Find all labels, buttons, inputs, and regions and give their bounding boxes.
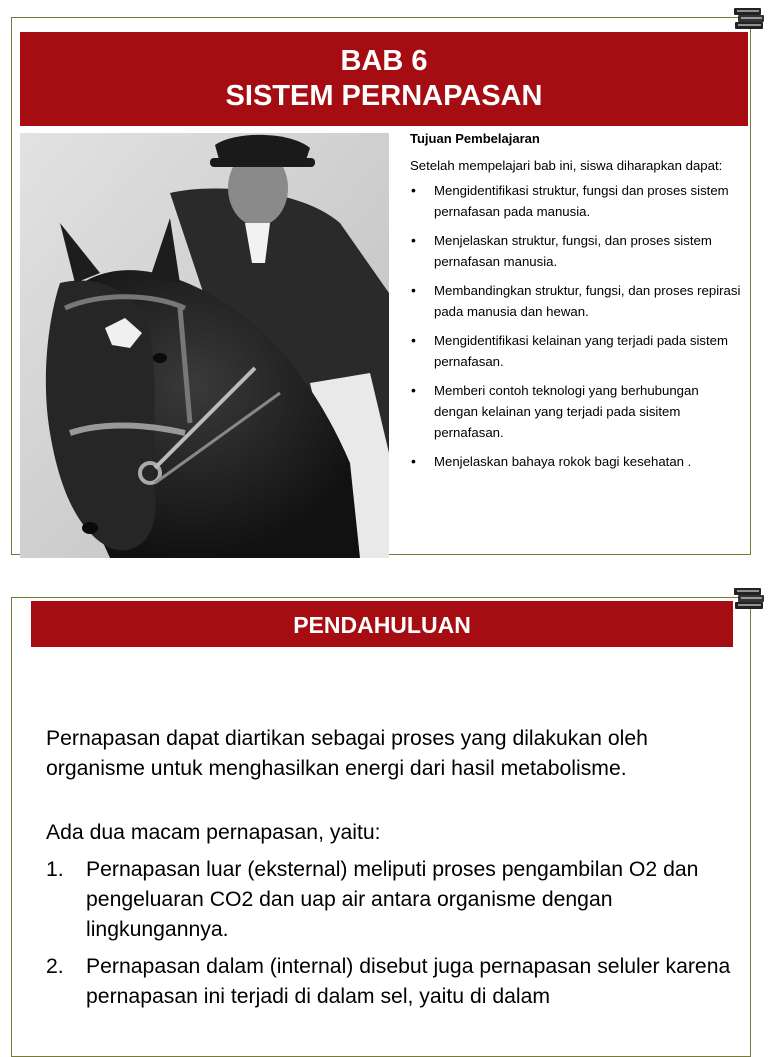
respiration-types-list xyxy=(46,855,736,1012)
slide-bab6 xyxy=(11,17,751,555)
objective-item: • Menjelaskan bahaya rokok bagi kesehatan . xyxy=(410,451,745,472)
section-body xyxy=(46,724,736,1019)
list-item xyxy=(46,855,736,945)
list-text: Pernapasan dalam (internal) disebut juga pernapasan seluler karena pernapasan ini terjadi di dalam sel, yaitu di dalam xyxy=(86,955,731,1008)
list-intro: Ada dua macam pernapasan, yaitu: xyxy=(46,821,381,844)
objective-item: • Memberi contoh teknologi yang berhubungan dengan kelainan yang terjadi pada sisitem pernafasan. xyxy=(410,380,745,443)
objectives-intro: Setelah mempelajari bab ini, siswa diharapkan dapat: xyxy=(410,158,723,173)
slide-pendahuluan xyxy=(11,597,751,1057)
books-stack-icon xyxy=(732,4,768,32)
list-item xyxy=(46,952,736,1012)
section-title: PENDAHULUAN xyxy=(31,601,733,647)
horse-rider-image xyxy=(20,133,389,558)
chapter-title-bar xyxy=(20,32,748,126)
list-text: Pernapasan luar (eksternal) meliputi proses pengambilan O2 dan pengeluaran CO2 dan uap air antara organisme dengan lingkungannya. xyxy=(86,858,699,941)
learning-objectives xyxy=(410,128,745,480)
books-stack-icon xyxy=(732,584,768,612)
objective-item: • Membandingkan struktur, fungsi, dan proses repirasi pada manusia dan hewan. xyxy=(410,280,745,322)
objective-item: • Mengidentifikasi kelainan yang terjadi pada sistem pernafasan. xyxy=(410,330,745,372)
list-number: 2. xyxy=(46,955,64,978)
objectives-list xyxy=(410,180,745,472)
objectives-heading: Tujuan Pembelajaran xyxy=(410,131,540,146)
objective-item: • Mengidentifikasi struktur, fungsi dan proses sistem pernafasan pada manusia. xyxy=(410,180,745,222)
objective-item: • Menjelaskan struktur, fungsi, dan proses sistem pernafasan manusia. xyxy=(410,230,745,272)
definition-paragraph: Pernapasan dapat diartikan sebagai proses yang dilakukan oleh organisme untuk menghasilkan energi dari hasil metabolisme. xyxy=(46,727,648,780)
list-number: 1. xyxy=(46,858,64,881)
equestrian-rider-photo xyxy=(20,133,389,558)
chapter-title: SISTEM PERNAPASAN xyxy=(225,80,543,112)
chapter-number: BAB 6 xyxy=(340,45,428,77)
